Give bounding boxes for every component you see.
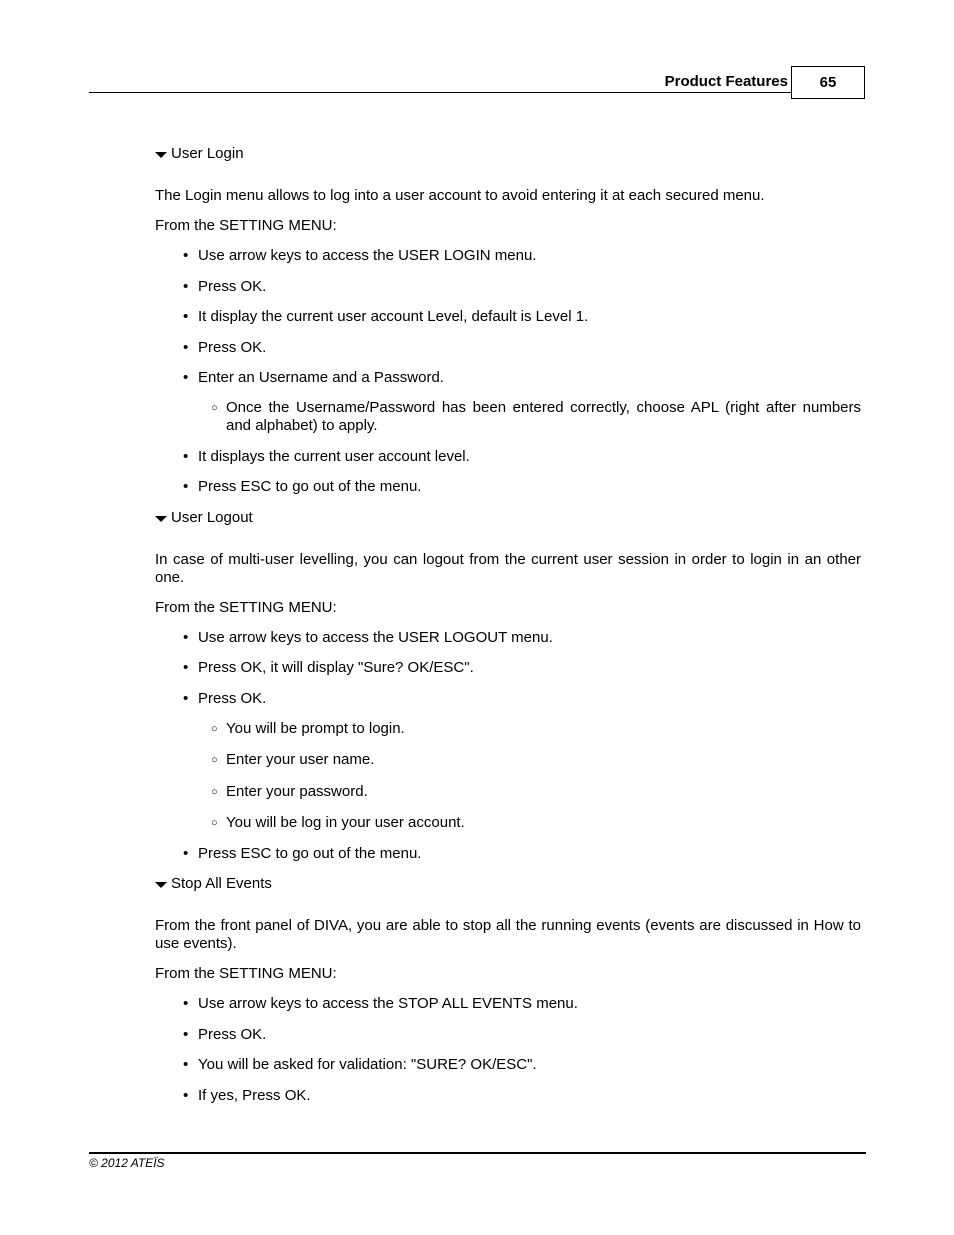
list-item-text: Press OK. [198,689,267,707]
list-item-text: Press OK. [198,1025,267,1043]
list-item [155,448,861,466]
bullet-list [155,247,861,496]
section-toggle-stop-all-events[interactable] [155,875,861,893]
list-item [155,1056,861,1074]
sub-list [198,720,861,833]
page-number: 65 [819,74,837,91]
list-item [155,247,861,265]
section-user-login [155,145,861,496]
caret-down-icon [155,152,167,158]
list-item-text: Use arrow keys to access the STOP ALL EVENTS menu. [198,995,578,1013]
section-from-label: From the SETTING MENU: [155,598,337,616]
bullet-list [155,629,861,863]
list-item [155,369,861,435]
section-user-logout [155,509,861,863]
sub-list-item: ○ Enter your user name. [198,751,861,769]
caret-down-icon [155,882,167,888]
sub-list-item: ○ Once the Username/Password has been entered correctly, choose APL (right after numbers and alphabet) to apply. [198,399,861,435]
bullet-list [155,995,861,1105]
list-item [155,278,861,296]
list-item [155,339,861,357]
section-from-label: From the SETTING MENU: [155,217,337,234]
section-toggle-user-logout[interactable] [155,509,861,527]
list-item-text: Press OK, it will display "Sure? OK/ESC". [198,659,474,676]
section-intro: From the front panel of DIVA, you are able to stop all the running events (events are discussed in How to use events). [155,917,861,953]
list-item [155,995,861,1013]
list-item [155,690,861,833]
list-item-text: If yes, Press OK. [198,1086,311,1104]
footer-copyright: © 2012 ATEÏS [89,1156,165,1170]
list-item-text: It display the current user account Level, default is Level 1. [198,308,589,325]
list-item-text: It displays the current user account level. [198,447,470,465]
list-item-text: Press ESC to go out of the menu. [198,844,422,862]
footer-rule [89,1152,866,1154]
list-item [155,478,861,496]
list-item-text: Enter an Username and a Password. [198,369,444,386]
list-item-text: Press ESC to go out of the menu. [198,478,422,495]
list-item [155,308,861,326]
list-item-text: Use arrow keys to access the USER LOGOUT menu. [198,628,553,646]
list-item-text: Press OK. [198,338,267,356]
list-item [155,845,861,863]
sub-list-item: ○ Enter your password. [198,783,861,801]
section-stop-all-events [155,875,861,1105]
section-title: Stop All Events [171,875,272,893]
section-toggle-user-login[interactable] [155,145,861,163]
section-from-label: From the SETTING MENU: [155,965,337,983]
list-item [155,629,861,647]
header-rule [89,92,791,93]
list-item [155,659,861,677]
page-content [155,145,861,1117]
list-item [155,1087,861,1105]
sub-list-item: ○ You will be log in your user account. [198,814,861,832]
list-item-text: You will be asked for validation: "SURE? OK/ESC". [198,1056,537,1074]
list-item [155,1026,861,1044]
page-number-box [791,66,865,99]
section-title: User Login [171,145,244,162]
section-intro: The Login menu allows to log into a user account to avoid entering it at each secured menu. [155,187,765,204]
sub-list [198,399,861,435]
list-item-text: Press OK. [198,277,267,295]
list-item-text: Use arrow keys to access the USER LOGIN menu. [198,247,537,264]
caret-down-icon [155,516,167,522]
sub-list-item: ○ You will be prompt to login. [198,720,861,738]
section-title: User Logout [171,508,253,526]
section-intro: In case of multi-user levelling, you can logout from the current user session in order to login in an other one. [155,550,861,586]
page-header-title: Product Features [664,73,788,90]
